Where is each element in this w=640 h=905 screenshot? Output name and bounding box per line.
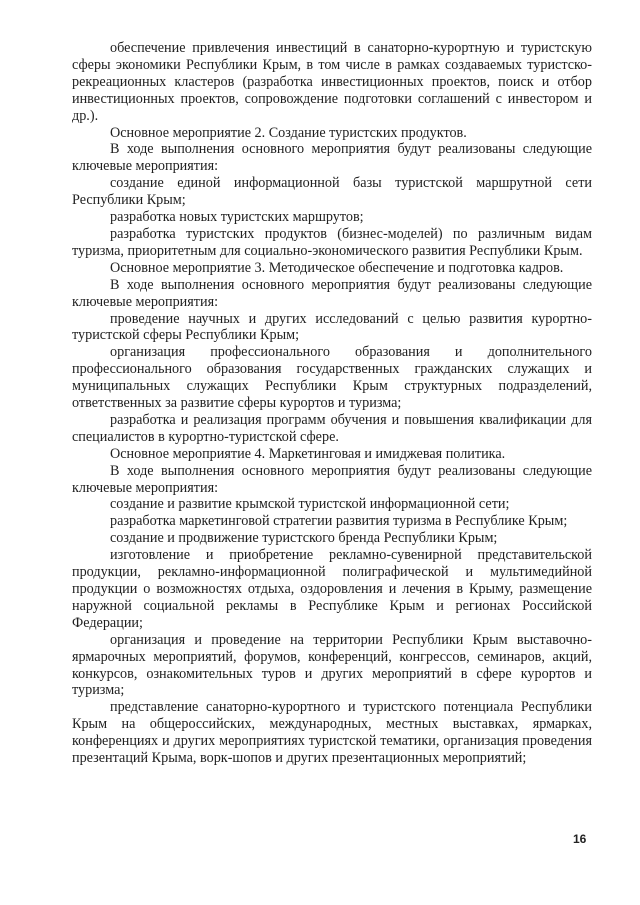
body-text: [72, 40, 592, 767]
paragraph-promotional-products: изготовление и приобретение рекламно-сувенирной представительской продукции, рекламно-информационной полиграфической и мультимедийной продукции о возможностях отдыха, оздоровления и лечения в Крыму, размещение наружной социальной рекламы в Республике Крым и регионах Российской Федерации;: [72, 547, 592, 631]
paragraph-exhibition-events: организация и проведение на территории Республики Крым выставочно-ярмарочных мероприятий, форумов, конференций, конгрессов, семинаров, акций, конкурсов, ознакомительных туров и других мероприятий в сфере курортов и туризма;: [72, 631, 592, 699]
paragraph-marketing-strategy: разработка маркетинговой стратегии развития туризма в Республике Крым;: [110, 513, 568, 530]
paragraph-investment-support: обеспечение привлечения инвестиций в санаторно-курортную и туристскую сферы экономики Республики Крым, в том числе в рамках создаваемых туристско-рекреационных кластеров (разработка инвестиционных проектов, поиск и отбор инвестиционных проектов, сопровождение подготовки соглашений с инвестором и др.).: [72, 40, 592, 124]
paragraph-new-routes: разработка новых туристских маршрутов;: [110, 209, 364, 226]
paragraph-main-measure-2-intro: В ходе выполнения основного мероприятия будут реализованы следующие ключевые мероприятия:: [72, 141, 592, 175]
paragraph-main-measure-4-heading: Основное мероприятие 4. Маркетинговая и имиджевая политика.: [110, 445, 506, 462]
paragraph-training-programs: разработка и реализация программ обучения и повышения квалификации для специалистов в курортно-туристской сфере.: [72, 411, 592, 445]
page-number: 16: [573, 832, 587, 846]
paragraph-main-measure-2-heading: Основное мероприятие 2. Создание туристских продуктов.: [110, 124, 467, 141]
paragraph-main-measure-3-heading: Основное мероприятие 3. Методическое обеспечение и подготовка кадров.: [110, 259, 564, 276]
paragraph-tourist-products: разработка туристских продуктов (бизнес-моделей) по различным видам туризма, приоритетным для социально-экономического развития Республики Крым.: [72, 225, 592, 259]
paragraph-research: проведение научных и других исследований с целью развития курортно-туристской сферы Республики Крым;: [72, 310, 592, 344]
paragraph-professional-education: организация профессионального образования и дополнительного профессионального образования государственных гражданских служащих и муниципальных служащих Республики Крым структурных подразделений, ответственных за развитие сферы курортов и туризма;: [72, 344, 592, 412]
paragraph-potential-presentation: представление санаторно-курортного и туристского потенциала Республики Крым на общероссийских, международных, местных выставках, ярмарках, конференциях и других мероприятиях туристской тематики, организация проведения презентаций Крыма, ворк-шопов и других презентационных мероприятий;: [72, 699, 592, 767]
paragraph-information-network: создание и развитие крымской туристской информационной сети;: [110, 496, 510, 513]
paragraph-main-measure-4-intro: В ходе выполнения основного мероприятия будут реализованы следующие ключевые мероприятия:: [72, 462, 592, 496]
paragraph-tourist-brand: создание и продвижение туристского бренда Республики Крым;: [110, 530, 498, 547]
paragraph-main-measure-3-intro: В ходе выполнения основного мероприятия будут реализованы следующие ключевые мероприятия:: [72, 276, 592, 310]
paragraph-route-network-database: создание единой информационной базы туристской маршрутной сети Республики Крым;: [72, 175, 592, 209]
